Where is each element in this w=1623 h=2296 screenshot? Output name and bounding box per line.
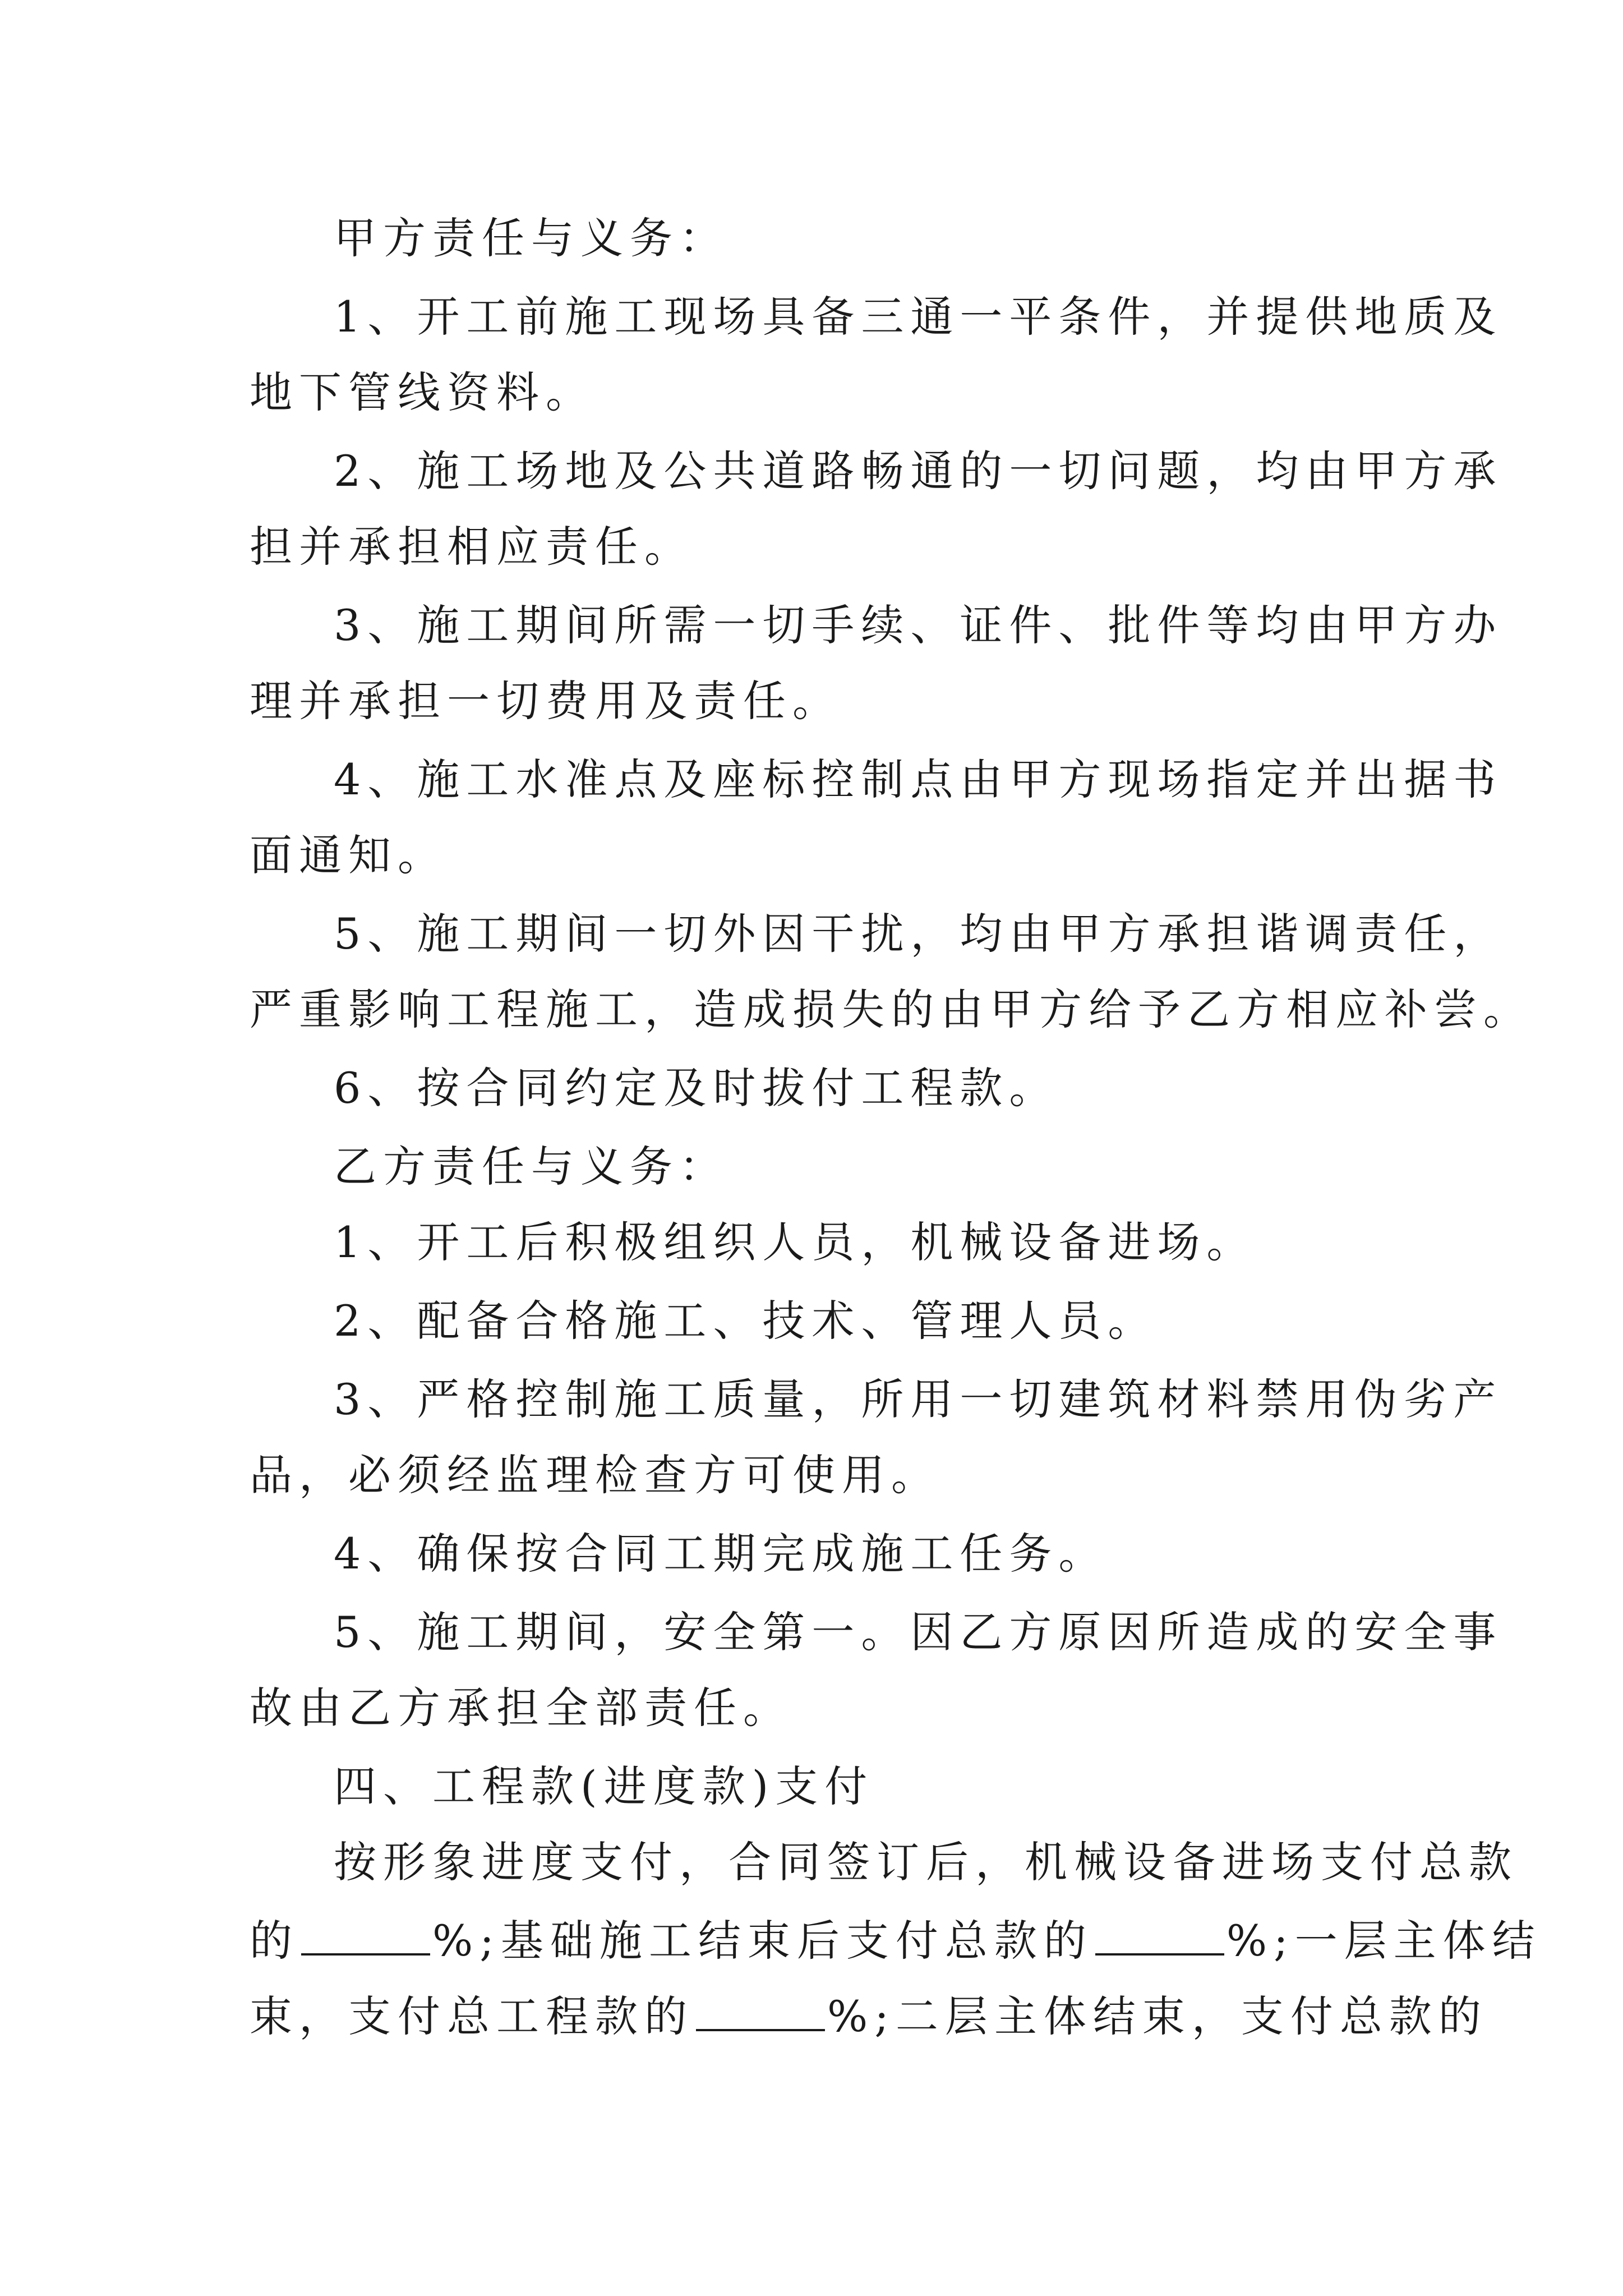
party-a-heading: 甲方责任与义务： bbox=[334, 213, 728, 263]
party-a-item-6-line-1: 6、按合同约定及时拔付工程款。 bbox=[334, 1063, 1059, 1113]
section-four-heading: 四、工程款(进度款)支付 bbox=[334, 1761, 874, 1811]
party-b-item-1-line-1: 1、开工后积极组织人员，机械设备进场。 bbox=[334, 1217, 1256, 1267]
payment-text-segment: %;一层主体结 bbox=[1226, 1916, 1542, 1966]
payment-text-segment: 的 bbox=[250, 1916, 299, 1966]
party-a-item-3-line-1: 3、施工期间所需一切手续、证件、批件等均由甲方办 bbox=[334, 600, 1503, 650]
party-a-item-5-line-2: 严重影响工程施工，造成损失的由甲方给予乙方相应补尝。 bbox=[250, 984, 1533, 1034]
party-a-item-1-line-2: 地下管线资料。 bbox=[250, 367, 595, 417]
party-a-item-4-line-2: 面通知。 bbox=[250, 830, 447, 880]
percentage-blank bbox=[1095, 1920, 1224, 1955]
party-a-item-1-line-1: 1、开工前施工现场具备三通一平条件，并提供地质及 bbox=[334, 292, 1503, 342]
party-b-item-5-line-1: 5、施工期间，安全第一。因乙方原因所造成的安全事 bbox=[334, 1607, 1503, 1657]
party-b-heading: 乙方责任与义务： bbox=[334, 1142, 728, 1191]
party-a-item-5-line-1: 5、施工期间一切外因干扰，均由甲方承担谐调责任， bbox=[334, 909, 1503, 959]
payment-paragraph-line-2 bbox=[250, 1913, 1542, 1969]
payment-paragraph-line-3 bbox=[250, 1989, 1488, 2045]
payment-text-segment: %;二层主体结束，支付总款的 bbox=[827, 1991, 1488, 2041]
percentage-blank bbox=[301, 1920, 430, 1955]
party-a-item-2-line-1: 2、施工场地及公共道路畅通的一切问题，均由甲方承 bbox=[334, 446, 1503, 496]
party-a-item-4-line-1: 4、施工水准点及座标控制点由甲方现场指定并出据书 bbox=[334, 754, 1503, 804]
payment-text-segment: 束，支付总工程款的 bbox=[250, 1991, 694, 2041]
party-a-item-2-line-2: 担并承担相应责任。 bbox=[250, 522, 694, 572]
party-b-item-4-line-1: 4、确保按合同工期完成施工任务。 bbox=[334, 1529, 1108, 1579]
payment-paragraph-line-1: 按形象进度支付，合同签订后，机械设备进场支付总款 bbox=[334, 1837, 1518, 1887]
party-a-item-3-line-2: 理并承担一切费用及责任。 bbox=[250, 676, 842, 726]
payment-text-segment: %;基础施工结束后支付总款的 bbox=[432, 1916, 1093, 1966]
percentage-blank bbox=[696, 1995, 825, 2031]
party-b-item-3-line-2: 品，必须经监理检查方可使用。 bbox=[250, 1450, 940, 1500]
party-b-item-3-line-1: 3、严格控制施工质量，所用一切建筑材料禁用伪劣产 bbox=[334, 1374, 1503, 1424]
party-b-item-2-line-1: 2、配备合格施工、技术、管理人员。 bbox=[334, 1296, 1158, 1346]
party-b-item-5-line-2: 故由乙方承担全部责任。 bbox=[250, 1683, 792, 1733]
